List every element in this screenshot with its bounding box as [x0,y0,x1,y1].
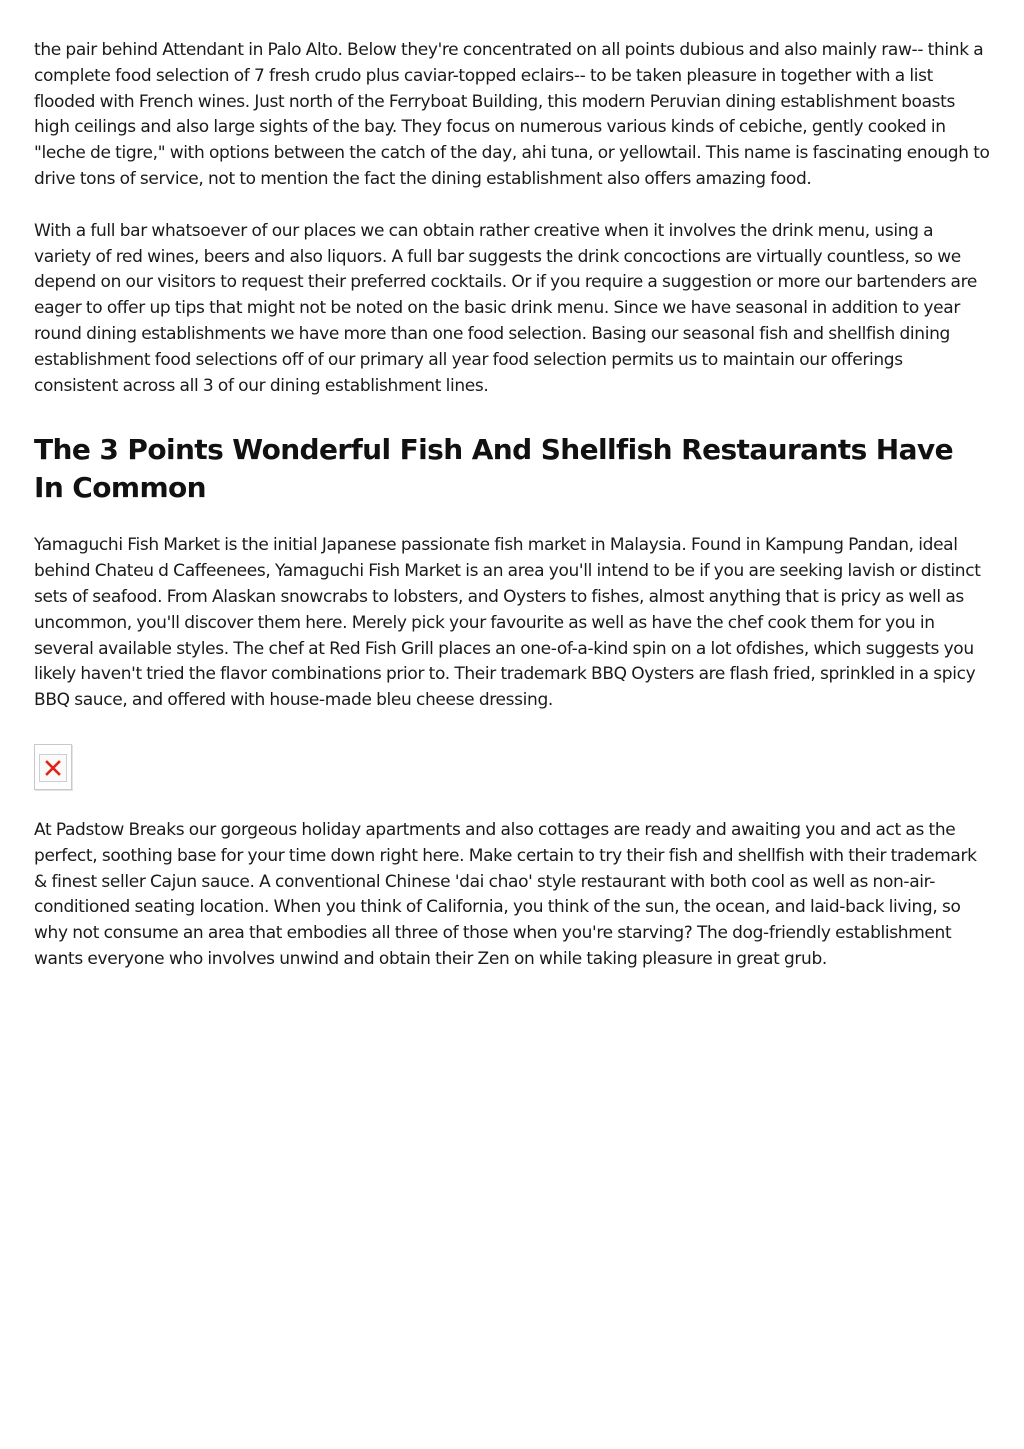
article-paragraph-2: With a full bar whatsoever of our places we can obtain rather creative when it involves the drink menu, using a variety of red wines, beers and also liquors. A full bar suggests the drink concoctions are virtually countless, so we depend on our visitors to request their preferred cocktails. Or if you require a suggestion or more our bartenders are eager to offer up tips that might not be noted on the basic drink menu. Since we have seasonal in addition to year round dining establishments we have more than one food selection. Basing our seasonal fish and shellfish dining establishment food selections off of our primary all year food selection permits us to maintain our offerings consistent across all 3 of our dining establishment lines. [34,220,977,396]
section-heading: The 3 Points Wonderful Fish And Shellfish Restaurants Have In Common [34,433,953,505]
broken-image-icon [39,754,67,782]
article-paragraph-1: the pair behind Attendant in Palo Alto. Below they're concentrated on all points dubious and also mainly raw-- think a complete food selection of 7 fresh crudo plus caviar-topped eclairs-- to be taken pleasure in together with a list flooded with French wines. Just north of the Ferryboat Building, this modern Peruvian dining establishment boasts high ceilings and also large sights of the bay. They focus on numerous various kinds of cebiche, gently cooked in "leche de tigre," with options between the catch of the day, ahi tuna, or yellowtail. This name is fascinating enough to drive tons of service, not to mention the fact the dining establishment also offers amazing food. [34,40,990,189]
article-body [34,38,990,973]
broken-image-placeholder [34,744,72,790]
article-paragraph-4: At Padstow Breaks our gorgeous holiday apartments and also cottages are ready and awaiting you and act as the perfect, soothing base for your time down right here. Make certain to try their fish and shellfish with their trademark & finest seller Cajun sauce. A conventional Chinese 'dai chao' style restaurant with both cool as well as non-air-conditioned seating location. When you think of California, you think of the sun, the ocean, and laid-back living, so why not consume an area that embodies all three of those when you're starving? The dog-friendly establishment wants everyone who involves unwind and obtain their Zen on while taking pleasure in great grub. [34,819,977,969]
article-paragraph-3: Yamaguchi Fish Market is the initial Japanese passionate fish market in Malaysia. Found in Kampung Pandan, ideal behind Chateu d Caffeenees, Yamaguchi Fish Market is an area you'll intend to be if you are seeking lavish or distinct sets of seafood. From Alaskan snowcrabs to lobsters, and Oysters to fishes, almost anything that is pricy as well as uncommon, you'll discover them here. Merely pick your favourite as well as have the chef cook them for you in several available styles. The chef at Red Fish Grill places an one-of-a-kind spin on a lot ofdishes, which suggests you likely haven't tried the flavor combinations prior to. Their trademark BBQ Oysters are flash fried, sprinkled in a spicy BBQ sauce, and offered with house-made bleu cheese dressing. [34,535,981,711]
close-x-icon [44,759,62,777]
